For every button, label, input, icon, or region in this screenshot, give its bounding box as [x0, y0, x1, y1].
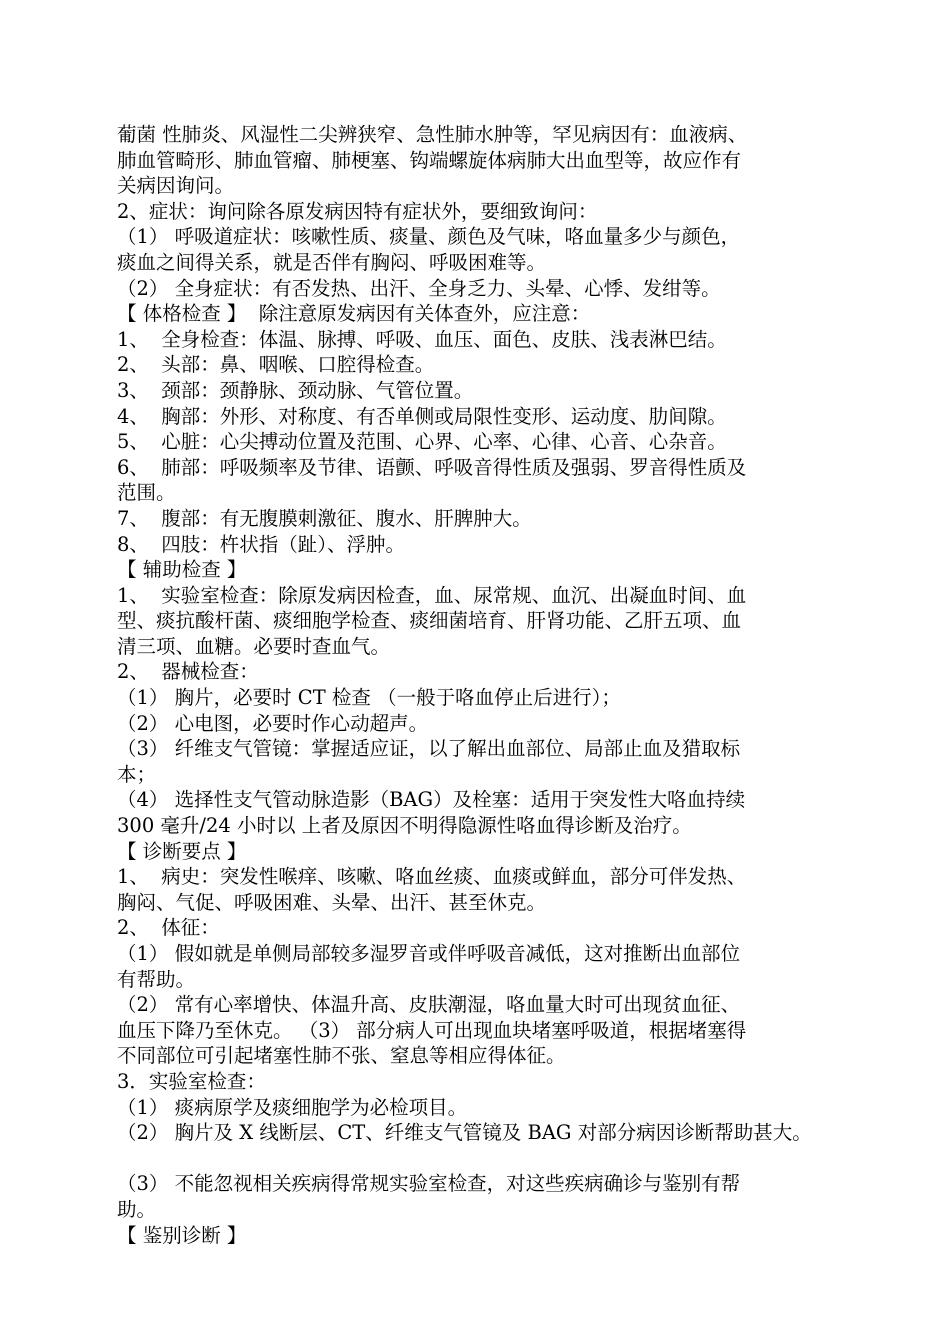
text-line: 不同部位可引起堵塞性肺不张、窒息等相应得体征。 — [117, 1044, 566, 1068]
text-line: 3、 颈部：颈静脉、颈动脉、气管位置。 — [117, 378, 474, 402]
text-line: 1、 病史：突发性喉痒、咳嗽、咯血丝痰、血痰或鲜血，部分可伴发热、 — [117, 865, 747, 889]
text-line: 2、 头部：鼻、咽喉、口腔得检查。 — [117, 353, 435, 377]
text-line: 1、 实验室检查：除原发病因检查，血、尿常规、血沉、出凝血时间、血 — [117, 583, 747, 607]
text-line: 8、 四肢：杵状指（趾）、浮肿。 — [117, 532, 406, 556]
text-line: 2、症状：询问除各原发病因特有症状外，要细致询问： — [117, 199, 598, 223]
text-line: 清三项、血糖。必要时查血气。 — [117, 634, 391, 658]
text-line: 助。 — [117, 1197, 157, 1221]
text-line: （3） 纤维支气管镜：掌握适应证，以了解出血部位、局部止血及猎取标 — [117, 737, 741, 761]
text-line: 【 辅助检查 】 — [117, 558, 247, 582]
text-line: （1） 痰病原学及痰细胞学为必检项目。 — [117, 1095, 468, 1119]
text-line: 2、 体征： — [117, 916, 220, 940]
text-line: 5、 心脏：心尖搏动位置及范围、心界、心率、心律、心音、心杂音。 — [117, 430, 727, 454]
text-line: （2） 心电图，必要时作心动超声。 — [117, 711, 429, 735]
text-line: 范围。 — [117, 481, 176, 505]
text-line: 痰血之间得关系，就是否伴有胸闷、呼吸困难等。 — [117, 250, 547, 274]
text-line: 7、 腹部：有无腹膜刺激征、腹水、肝脾肿大。 — [117, 506, 532, 530]
text-line — [117, 1146, 869, 1172]
text-line: （2） 常有心率增快、体温升高、皮肤潮湿，咯血量大时可出现贫血征、 — [117, 993, 741, 1017]
text-line: （3） 不能忽视相关疾病得常规实验室检查，对这些疾病确诊与鉴别有帮 — [117, 1172, 741, 1196]
text-line: 300 毫升/24 小时以 上者及原因不明得隐源性咯血得诊断及治疗。 — [117, 814, 692, 838]
text-line: （2） 全身症状：有否发热、出汗、全身乏力、头晕、心悸、发绀等。 — [117, 276, 721, 300]
text-line: （2） 胸片及 X 线断层、CT、纤维支气管镜及 BAG 对部分病因诊断帮助甚大。 — [117, 1121, 812, 1145]
text-line: 胸闷、气促、呼吸困难、头晕、出汗、甚至休克。 — [117, 890, 547, 914]
text-line: （4） 选择性支气管动脉造影（BAG）及栓塞：适用于突发性大咯血持续 — [117, 788, 746, 812]
text-line: 4、 胸部：外形、对称度、有否单侧或局限性变形、运动度、肋间隙。 — [117, 404, 727, 428]
text-line: （1） 呼吸道症状：咳嗽性质、痰量、颜色及气味，咯血量多少与颜色， — [117, 225, 741, 249]
text-line: （1） 假如就是单侧局部较多湿罗音或伴呼吸音减低，这对推断出血部位 — [117, 942, 741, 965]
text-line: 6、 肺部：呼吸频率及节律、语颤、呼吸音得性质及强弱、罗音得性质及 — [117, 455, 747, 479]
text-line: 【 诊断要点 】 — [117, 839, 247, 863]
text-line: 有帮助。 — [117, 967, 196, 991]
text-line: 【 体格检查 】 除注意原发病因有关体查外，应注意： — [117, 302, 591, 326]
text-line: 肺血管畸形、肺血管瘤、肺梗塞、钩端螺旋体病肺大出血型等，故应作有 — [117, 148, 742, 172]
text-line: 2、 器械检查： — [117, 660, 259, 684]
text-line: 3．实验室检查： — [117, 1069, 266, 1093]
body-text — [117, 122, 869, 1248]
text-line: 血压下降乃至休克。 （3） 部分病人可出现血块堵塞呼吸道，根据堵塞得 — [117, 1018, 747, 1042]
text-line: 【 鉴别诊断 】 — [117, 1223, 247, 1247]
text-line: 葡菌 性肺炎、风湿性二尖辨狭窄、急性肺水肿等，罕见病因有：血液病、 — [117, 123, 748, 146]
text-line: 本； — [117, 762, 157, 786]
text-line: （1） 胸片，必要时 CT 检查 （一般于咯血停止后进行）； — [117, 686, 621, 710]
text-line: 关病因询问。 — [117, 174, 235, 198]
text-line: 1、 全身检查：体温、脉搏、呼吸、血压、面色、皮肤、浅表淋巴结。 — [117, 327, 727, 351]
text-line: 型、痰抗酸杆菌、痰细胞学检查、痰细菌培育、肝肾功能、乙肝五项、血 — [117, 609, 742, 633]
